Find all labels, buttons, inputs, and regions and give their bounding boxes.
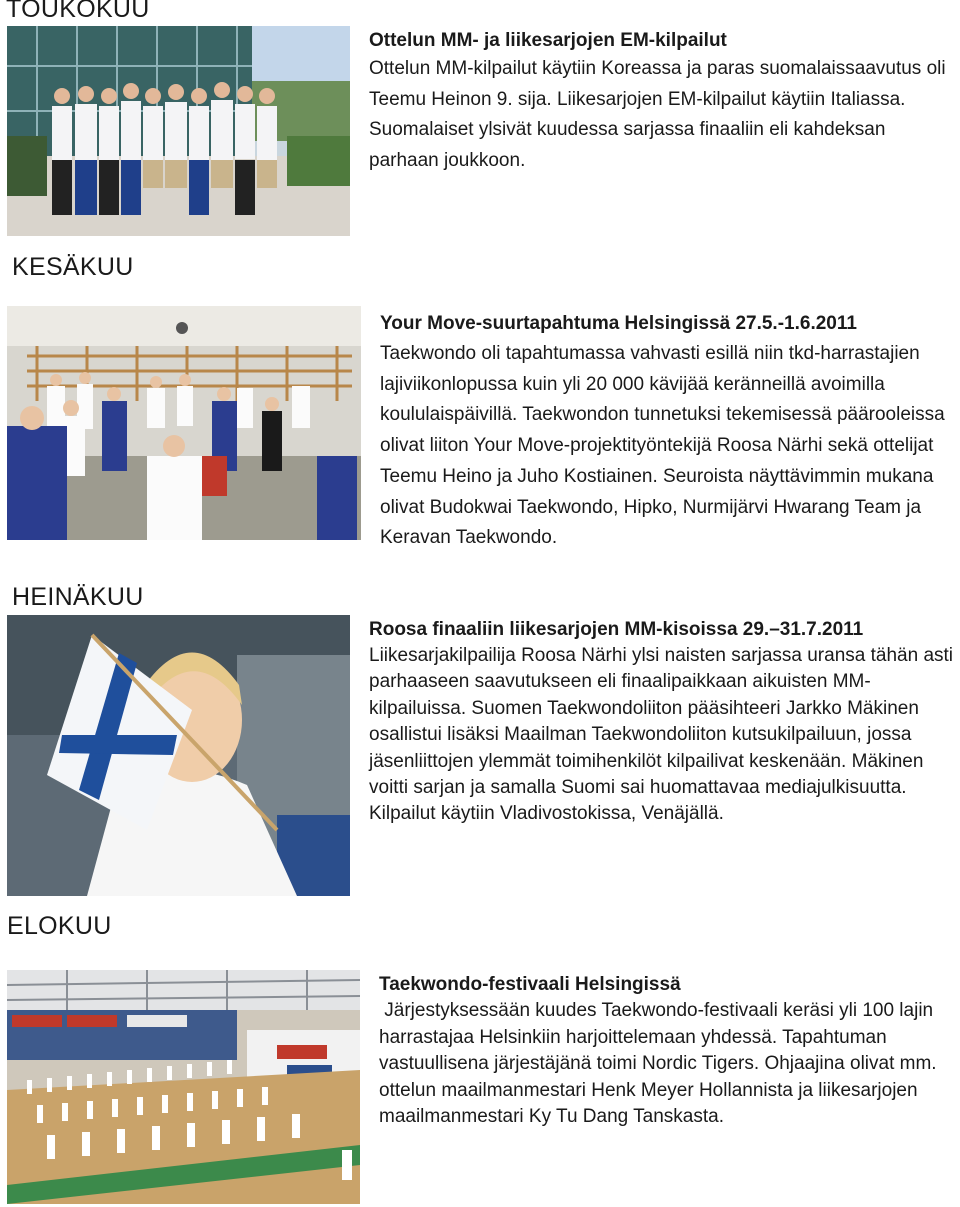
section-toukokuu [369,28,954,176]
section-heinakuu [369,617,957,828]
body-elokuu: Järjestyksessään kuudes Taekwondo-festivaali keräsi yli 100 lajin harrastajaa Helsinkiin harjoittelemaan yhdessä. Tapahtuman vastuullisena järjestäjänä toimi Nordic Tigers. Ohjaajina olivat mm. ottelun maailmanmestari Henk Meyer Hollannista ja liikesarjojen maailmanmestari Ky Tu Dang Tanskasta. [379,1000,942,1128]
team-group-photo [7,26,350,236]
body-toukokuu: Ottelun MM-kilpailut käytiin Koreassa ja paras suomalaissaavutus oli Teemu Heinon 9. sija. Liikesarjojen EM-kilpailut käytiin Italiassa. Suomalaiset ylsivät kuudessa sarjassa finaaliin eli kahdeksan parhaan joukkoon. [369,58,946,171]
section-elokuu [379,972,957,1131]
athlete-with-flag-photo [7,615,350,896]
gym-training-photo [7,306,361,540]
month-heading-elokuu: ELOKUU [7,912,112,940]
headline-elokuu: Taekwondo-festivaali Helsingissä [379,974,681,995]
month-heading-heinakuu: HEINÄKUU [12,583,144,611]
headline-kesakuu: Your Move-suurtapahtuma Helsingissä 27.5.-1.6.2011 [380,313,857,334]
body-heinakuu: Liikesarjakilpailija Roosa Närhi ylsi naisten sarjassa uransa tähän asti parhaaseen saavutukseen eli finaalipaikkaan aikuisten MM-kilpailuissa. Suomen Taekwondoliiton pääsihteeri Jarkko Mäkinen osallistui lisäksi Maailman Taekwondoliiton kutsukilpailuun, jossa jäsenliittojen ylemmät toimihenkilöt kilpailivat keskenään. Mäkinen voitti sarjan ja samalla Suomi sai huomattavaa mediajulkisuutta. Kilpailut käytiin Vladivostokissa, Venäjällä. [369,645,954,825]
month-heading-kesakuu: KESÄKUU [12,253,134,281]
headline-heinakuu: Roosa finaaliin liikesarjojen MM-kisoissa 29.–31.7.2011 [369,619,864,640]
headline-toukokuu: Ottelun MM- ja liikesarjojen EM-kilpailut [369,30,727,51]
section-kesakuu [380,310,955,554]
body-kesakuu: Taekwondo oli tapahtumassa vahvasti esillä niin tkd-harrastajien lajiviikonlopussa kuin yli 20 000 kävijää keränneillä avoimilla koululaispäivillä. Taekwondon tunnetuksi tekemisessä päärooleissa olivat liiton Your Move-projektityöntekijä Roosa Närhi sekä ottelijat Teemu Heino ja Juho Kostiainen. Seuroista näyttävimmin mukana olivat Budokwai Taekwondo, Hipko, Nurmijärvi Hwarang Team ja Keravan Taekwondo. [380,343,945,549]
month-heading-toukokuu: TOUKOKUU [6,0,150,23]
festival-hall-photo [7,970,360,1204]
